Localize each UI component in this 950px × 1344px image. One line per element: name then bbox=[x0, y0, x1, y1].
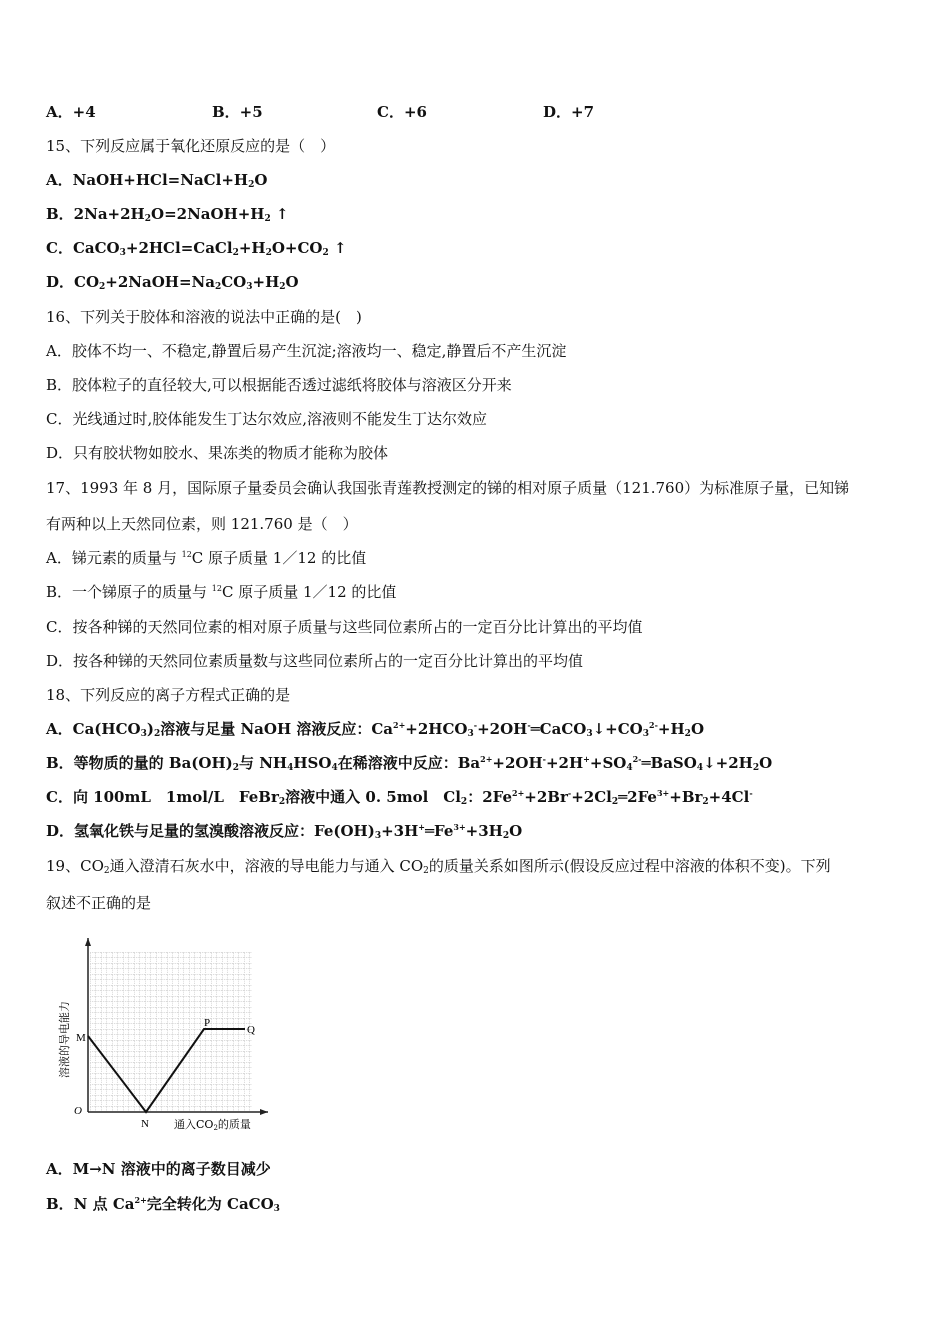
conductivity-graph bbox=[46, 930, 276, 1140]
point-n-label: N bbox=[141, 1118, 149, 1130]
q15-option-a: A．$NaOH+HCl=NaCl+H_2O$ bbox=[46, 171, 268, 190]
x-axis-label: 通入CO2的质量 bbox=[174, 1118, 251, 1132]
q18-option-d: D．氢氧化铁与足量的氢溴酸溶液反应：$Fe(OH)_3+3H^+═Fe^{3+}+3H_2O$ bbox=[46, 822, 523, 841]
point-q-label: Q bbox=[247, 1024, 255, 1036]
q19-graph bbox=[46, 930, 276, 1140]
q17-option-c: C．按各种锑的天然同位素的相对原子质量与这些同位素所占的一定百分比计算出的平均值 bbox=[46, 618, 643, 636]
q15-option-b: B．$2Na+2H_2O=2NaOH+H_2$ ↑ bbox=[46, 205, 289, 224]
point-p-label: P bbox=[204, 1017, 211, 1029]
q17-option-d: D．按各种锑的天然同位素质量数与这些同位素所占的一定百分比计算出的平均值 bbox=[46, 652, 584, 670]
q14-option-b: B．+5 bbox=[212, 103, 263, 121]
q17-stem-line1: 17、1993 年 8 月，国际原子量委员会确认我国张青莲教授测定的锑的相对原子质量（121.760）为标准原子量，已知锑 bbox=[46, 479, 850, 497]
q18-option-a: A．$Ca(HCO_3)_2$溶液与足量 NaOH 溶液反应：$Ca^{2+}+2HCO_3^-+2OH^-═CaCO_3↓+CO_3^{2-}+H_2O$ bbox=[46, 720, 705, 739]
q15-option-d: D．$CO_2+2NaOH=Na_2CO_3+H_2O$ bbox=[46, 273, 299, 292]
q18-stem: 18、下列反应的离子方程式正确的是 bbox=[46, 686, 291, 704]
q18-option-c: C．向 100mL 1mol/L FeBr$_2$溶液中通入 0. 5mol $Cl_2$：$2Fe^{2+}+2Br^-+2Cl_2═2Fe^{3+}+Br_2+4Cl^-$ bbox=[46, 788, 753, 807]
q15-stem: 15、下列反应属于氧化还原反应的是（ ） bbox=[46, 137, 336, 155]
q18-option-b: B．等物质的量的 $Ba(OH)_2$与 $NH_4HSO_4$在稀溶液中反应：$Ba^{2+}+2OH^-+2H^++SO_4^{2-}═BaSO_4↓+2H_2O$ bbox=[46, 754, 773, 773]
x-axis-arrow bbox=[260, 1109, 268, 1115]
q16-stem: 16、下列关于胶体和溶液的说法中正确的是( ) bbox=[46, 308, 362, 326]
q17-option-b: B．一个锑原子的质量与 $^{12}$C 原子质量 1／12 的比值 bbox=[46, 583, 397, 601]
q17-stem-line2: 有两种以上天然同位素，则 121.760 是（ ） bbox=[46, 515, 358, 533]
y-axis-label: 溶液的导电能力 bbox=[58, 1001, 71, 1078]
q19-stem-line2: 叙述不正确的是 bbox=[46, 894, 152, 912]
q14-options bbox=[46, 101, 746, 123]
y-axis-arrow bbox=[85, 938, 91, 946]
q19-option-b: B．N 点 $Ca^{2+}$完全转化为 CaCO$_3$ bbox=[46, 1195, 280, 1214]
point-m-label: M bbox=[76, 1032, 86, 1044]
q19-option-a: A．M→N 溶液中的离子数目减少 bbox=[46, 1160, 271, 1178]
q15-option-c: C．$CaCO_3+2HCl=CaCl_2+H_2O+CO_2$ ↑ bbox=[46, 239, 347, 258]
q14-option-d: D．+7 bbox=[543, 103, 595, 121]
origin-label: O bbox=[74, 1105, 82, 1117]
graph-grid bbox=[90, 952, 252, 1112]
q16-option-d: D．只有胶状物如胶水、果冻类的物质才能称为胶体 bbox=[46, 444, 389, 462]
q19-stem-line1: 19、$CO_2$通入澄清石灰水中，溶液的导电能力与通入 $CO_2$的质量关系如图所示(假设反应过程中溶液的体积不变)。下列 bbox=[46, 857, 831, 876]
q16-option-a: A．胶体不均一、不稳定,静置后易产生沉淀;溶液均一、稳定,静置后不产生沉淀 bbox=[46, 342, 567, 360]
q16-option-c: C．光线通过时,胶体能发生丁达尔效应,溶液则不能发生丁达尔效应 bbox=[46, 410, 488, 428]
q17-option-a: A．锑元素的质量与 $^{12}$C 原子质量 1／12 的比值 bbox=[46, 549, 367, 567]
q14-option-c: C．+6 bbox=[377, 103, 427, 121]
q16-option-b: B．胶体粒子的直径较大,可以根据能否透过滤纸将胶体与溶液区分开来 bbox=[46, 376, 512, 394]
q14-option-a: A．+4 bbox=[46, 103, 96, 121]
